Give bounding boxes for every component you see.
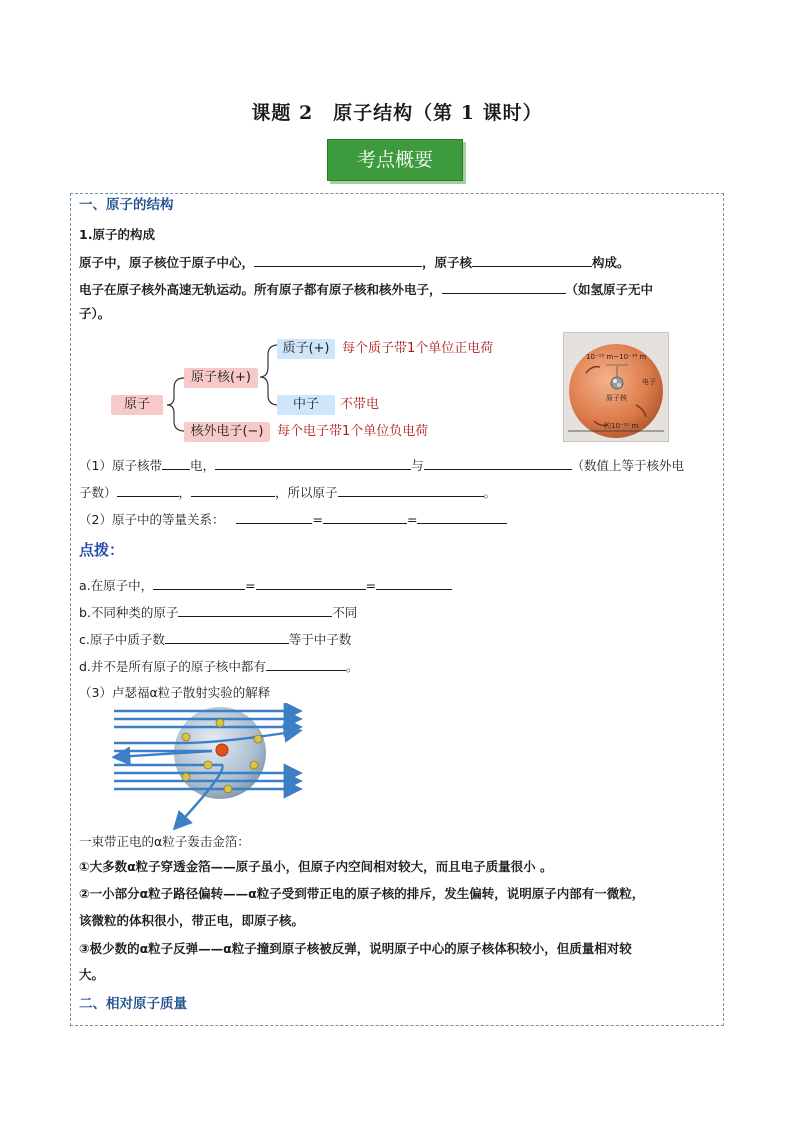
blank — [338, 483, 484, 497]
question-1-line-1 — [79, 456, 684, 475]
text: = — [365, 578, 377, 593]
blank — [472, 253, 592, 267]
text: 不同 — [332, 605, 358, 620]
explanation-3: ③极少数的α粒子反弹——α粒子撞到原子核被反弹，说明原子中心的原子核体积较小，但质量相对较 — [79, 941, 632, 956]
text: = — [406, 512, 418, 527]
paragraph-2 — [79, 280, 653, 299]
paragraph-1 — [79, 253, 630, 272]
experiment-intro: 一束带正电的α粒子轰击金箔： — [79, 834, 250, 849]
text: = — [312, 512, 323, 527]
text: ， — [178, 485, 192, 500]
text: ，所以原子 — [275, 485, 338, 500]
paragraph-2-cont: 子）。 — [79, 306, 111, 321]
blank — [266, 657, 346, 671]
text: b.不同种类的原子 — [79, 605, 179, 620]
rutherford-scattering-diagram — [112, 703, 312, 833]
blank — [178, 603, 332, 617]
blank — [165, 630, 289, 644]
page-title: 课题 2 原子结构（第 1 课时） — [251, 102, 543, 124]
neutron-box: 中子 — [277, 395, 335, 415]
blank — [153, 576, 245, 590]
blank — [117, 483, 179, 497]
text: c.原子中质子数 — [79, 632, 165, 647]
atom-model-image — [563, 332, 669, 442]
section-badge: 考点概要 — [327, 139, 463, 181]
text: （如氢原子无中 — [565, 282, 654, 297]
blank — [442, 280, 566, 294]
proton-box: 质子(+) — [277, 339, 335, 359]
blank — [323, 510, 407, 524]
blank — [424, 456, 572, 470]
text: = — [245, 578, 256, 593]
text: a.在原子中， — [79, 578, 154, 593]
text: 子数） — [79, 485, 117, 500]
tip-b — [79, 603, 357, 622]
nucleus-label: 原子核 — [606, 394, 627, 402]
tips-heading: 点拨： — [79, 541, 125, 559]
text: 构成。 — [592, 255, 630, 270]
scale-bottom-label: 约10⁻¹⁰ m — [604, 422, 639, 430]
tip-c — [79, 630, 351, 649]
text: （2）原子中的等量关系： — [79, 512, 225, 527]
blank — [254, 253, 422, 267]
blank — [215, 456, 411, 470]
blank — [162, 456, 190, 470]
explanation-1: ①大多数α粒子穿透金箔——原子虽小，但原子内空间相对较大，而且电子质量很小 。 — [79, 859, 553, 874]
question-1-line-2 — [79, 483, 496, 502]
text: d.并不是所有原子的原子核中都有 — [79, 659, 266, 674]
question-2 — [79, 510, 507, 529]
text: （数值上等于核外电 — [571, 458, 685, 473]
explanation-2-cont: 该微粒的体积很小，带正电，即原子核。 — [79, 913, 305, 928]
blank — [256, 576, 366, 590]
blank — [376, 576, 452, 590]
section-heading-2: 二、相对原子质量 — [79, 996, 187, 1012]
text: （1）原子核带 — [79, 458, 162, 473]
explanation-2: ②一小部分α粒子路径偏转——α粒子受到带正电的原子核的排斥，发生偏转，说明原子内部有一微粒， — [79, 886, 645, 901]
blank — [191, 483, 275, 497]
scale-top-label: 10⁻¹⁵ m~10⁻¹⁴ m — [586, 353, 647, 361]
explanation-3-cont: 大。 — [79, 967, 105, 982]
text: 电， — [189, 458, 215, 473]
text: 与 — [410, 458, 424, 473]
subheading-composition: 1.原子的构成 — [79, 227, 155, 242]
text: 原子中，原子核位于原子中心， — [79, 255, 255, 270]
section-heading-1: 一、原子的结构 — [79, 197, 174, 213]
electron-label: 电子 — [642, 378, 656, 386]
proton-description: 每个质子带1个单位正电荷 — [342, 341, 494, 356]
electron-description: 每个电子带1个单位负电荷 — [277, 424, 429, 439]
text: 。 — [345, 659, 359, 674]
blank — [236, 510, 312, 524]
tip-d — [79, 657, 358, 676]
neutron-description: 不带电 — [340, 397, 380, 412]
electron-box: 核外电子(−) — [184, 422, 270, 442]
atom-box: 原子 — [111, 395, 163, 415]
question-3: （3）卢瑟福α粒子散射实验的解释 — [79, 685, 271, 700]
tip-a — [79, 576, 452, 595]
nucleus-box: 原子核(+) — [184, 368, 258, 388]
text: ，原子核 — [422, 255, 473, 270]
blank — [417, 510, 507, 524]
text: 。 — [483, 485, 497, 500]
text: 等于中子数 — [288, 632, 352, 647]
text: 电子在原子核外高速无轨运动。所有原子都有原子核和核外电子， — [79, 282, 442, 297]
